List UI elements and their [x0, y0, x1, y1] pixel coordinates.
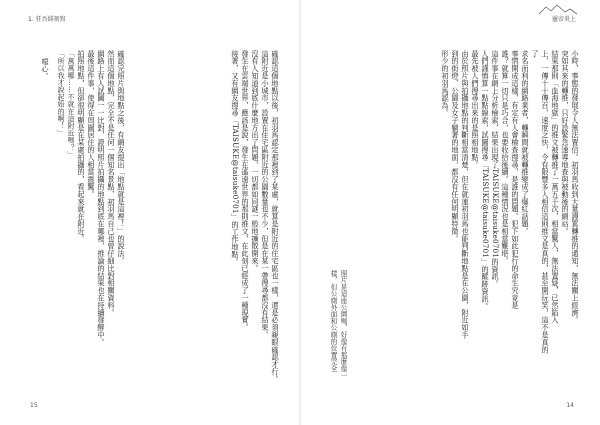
paragraph: 最後這件事，使得在周圍居住的人相當震驚。 [87, 50, 96, 198]
paragraph: 求名而利的網路業者，轉瞬間就被轉推變成了爆紅話題。 [521, 50, 530, 235]
paragraph: 到的街燈、公園及女子躺著的地面，都沒有任何明顯特徵。 [451, 50, 460, 243]
vertical-note: 噁心。 [41, 58, 49, 80]
paragraph: 發生在雲端世界，應該是說，發生在遙遠世界的那則推文，在此刻已經成了一種現實。 [241, 50, 250, 332]
paragraph: 確認這個地點以後，初羽馬認定那裡到了某處，就算是附近的住宅區也一樣，還是必須親眼確認才行。 [271, 50, 280, 383]
page-number-left: 15 [30, 402, 38, 409]
left-page-body-continued [130, 50, 280, 390]
paragraph: 拍照地點，但卻很明顯是在某處拍攝的，看起來就在附近。 [77, 50, 86, 243]
paragraph: 突如其來的轉推，只好設緊急速導地查與被動後的網站。 [561, 50, 570, 235]
paragraph: 小時，事態的發展令人無法置信。初羽馬收到大量謾罵轉推的通知，無法關上經濟。 [571, 50, 580, 324]
paragraph: 結果那則「血海地獄」的推文被轉推了一萬五千次，相當驚人，無法置疑，已然陷入 [551, 50, 560, 324]
running-header-right: 靈帝炎上 [551, 16, 576, 23]
caption: 照片是這座公園嗎，好像有那麼像一樣，但公廁外面和公廁的位置完全 [329, 270, 347, 379]
right-page [300, 0, 600, 425]
paragraph: 誰？就算一切只是巧合，也要收拾後續。這種情況也是相當難堪。 [501, 50, 510, 265]
paragraph: 這附近是小城市，設置在住宅區附近的公園數量也不少，但是在某一帶搜尋都沒有結果。 [261, 50, 270, 339]
quote: 「萬萬哪……不就在這附近嗎？」 [67, 50, 75, 158]
left-page-body [0, 50, 126, 390]
page-number-right: 14 [566, 402, 574, 409]
paragraph: 形少的初羽馬認為。 [441, 50, 450, 117]
running-header-left: 1. 狂吾緋刻寫 [28, 16, 66, 23]
paragraph: 人們謹慎算一點點線索，試圖搜尋「TAISUKE@taisuke0701」的蹤跡資訊。 [481, 50, 490, 310]
quote: 「所以我才說起始的啊！」 [57, 50, 65, 137]
paragraph: 最先被人們搜尋出來的是照相地點。 [471, 50, 480, 169]
right-page-body [310, 50, 580, 360]
paragraph: 這件事在網上分析檢索，結果出現了TAISUKE@taisuke0701的資訊。 [491, 50, 500, 288]
paragraph: 沒有人知道到底什麼地方出了問題，一切都如同謎一般地擴散開來。 [251, 50, 260, 272]
paragraph: 網路上有人試圖一一比對，證明照片拍攝的地點到底在哪裡，推論的結果也在持續發酵中。 [97, 50, 106, 346]
paragraph: 然而這個地點，完全不是任何一個知名景點，初羽馬自己也曾仔細比對相關資料。 [107, 50, 116, 317]
paragraph: 事情開成這樣，有定有人會檢查搜尋，是誰的問題。犯下如此犯行的命生究竟是 [511, 50, 520, 309]
paragraph: 確認完照片與地點之後，有網友提出「地點就是這裡！」的說法。 [117, 50, 126, 265]
paragraph: 上，一傳十十傳百，速度之快，令有限豐多人相信這則推文是真的，甚至開玩笑，這不是真的了 [531, 50, 550, 354]
paragraph: 接著，又有網友搜尋「TAISUKE@taisuke0701」的工作地點。 [231, 50, 240, 266]
paragraph: 由於照片與拍攝地點的判斷相當清楚，但在就連初羽馬也能判斷地點是在公園，附近如手 [461, 50, 470, 339]
